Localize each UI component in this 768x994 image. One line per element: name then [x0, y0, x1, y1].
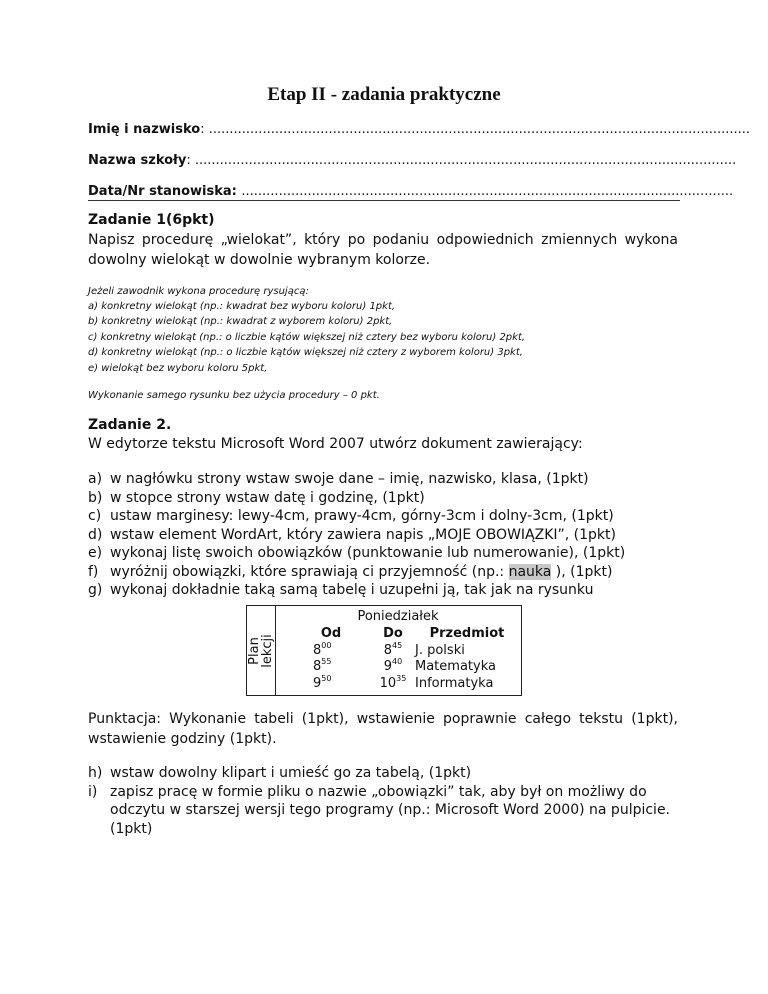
highlighted-word: nauka	[508, 563, 552, 580]
table-header-od: Od	[320, 626, 342, 641]
task2-heading: Zadanie 2.	[88, 417, 172, 433]
table-cell: $9^{40}$	[383, 657, 403, 674]
table-day-header: Poniedziałek	[357, 609, 439, 624]
task2-intro: W edytorze tekstu Microsoft Word 2007 utwórz dokument zawierający:	[88, 436, 583, 452]
table-cell: $10^{35}$	[379, 673, 407, 691]
list-item: b) w stopce strony wstaw datę i godzinę, (1pkt)	[88, 489, 425, 506]
table-col-do	[373, 626, 413, 692]
name-field-label: Imię i nazwisko	[88, 122, 201, 137]
name-field	[88, 122, 750, 137]
name-field-sep: :	[200, 122, 209, 137]
station-field-label: Data/Nr stanowiska:	[88, 184, 242, 199]
task1-scoring-b: b) konkretny wielokąt (np.: kwadrat z wyborem koloru) 2pkt,	[88, 316, 393, 327]
school-field-sep: :	[186, 153, 195, 168]
list-item: c) ustaw marginesy: lewy-4cm, prawy-4cm, górny-3cm i dolny-3cm, (1pkt)	[88, 508, 614, 524]
task1-note: Wykonanie samego rysunku bez użycia procedury – 0 pkt.	[88, 390, 380, 401]
document-title: Etap II - zadania praktyczne	[267, 84, 501, 105]
school-field-label: Nazwa szkoły	[88, 153, 187, 168]
table-col-przedmiot	[415, 626, 519, 692]
task1-scoring-intro: Jeżeli zawodnik wykona procedurę rysującą:	[88, 286, 309, 297]
table-side-label: Plan lekcji	[247, 633, 275, 668]
list-item: d) wstaw element WordArt, który zawiera napis „MOJE OBOWIĄZKI”, (1pkt)	[88, 526, 616, 543]
table-header-przedmiot: Przedmiot	[429, 626, 505, 641]
list-item: i) zapisz pracę w formie pliku o nazwie „obowiązki” tak, aby był on możliwy do odczytu w starszej wersji tego programy (np.: Microsoft Word 2000) na pulpicie. (1pkt)	[88, 783, 671, 837]
table-cell: $8^{45}$	[383, 640, 403, 658]
task1-scoring-a: a) konkretny wielokąt (np.: kwadrat bez wyboru koloru) 1pkt,	[88, 301, 396, 312]
list-item: g) wykonaj dokładnie taką samą tabelę i uzupełni ją, tak jak na rysunku	[88, 582, 594, 598]
task2-list	[88, 470, 625, 600]
table-cell: $8^{55}$	[313, 657, 332, 674]
table-cell: $9^{50}$	[313, 673, 332, 691]
task1-heading: Zadanie 1(6pkt)	[88, 212, 215, 228]
list-item: f) wyróżnij obowiązki, które sprawiają ci przyjemność (np.: nauka ), (1pkt)	[88, 563, 613, 580]
task1-scoring-d: d) konkretny wielokąt (np.: o liczbie kątów większej niż cztery z wyborem koloru) 3pkt,	[88, 347, 523, 358]
table-cell: J. polski	[415, 642, 465, 658]
list-item: h) wstaw dowolny klipart i umieść go za tabelą, (1pkt)	[88, 765, 472, 781]
name-field-dots: ...................................................................................................................................	[208, 122, 751, 137]
task1-scoring-c: c) konkretny wielokąt (np.: o liczbie kątów większej niż cztery bez wyboru koloru) 2pkt,	[88, 332, 526, 343]
station-field-dots: .......................................................................................................................	[241, 184, 734, 199]
list-item: a) w nagłówku strony wstaw swoje dane – imię, nazwisko, klasa, (1pkt)	[88, 471, 589, 487]
schedule-table	[246, 605, 522, 696]
task2-scoring: Punktacja: Wykonanie tabeli (1pkt), wstawienie poprawnie całego tekstu (1pkt), wstawienie godziny (1pkt).	[88, 711, 678, 747]
table-cell: Informatyka	[415, 675, 494, 691]
table-cell: Matematyka	[415, 659, 496, 674]
task1-scoring-e: e) wielokąt bez wyboru koloru 5pkt,	[88, 363, 268, 374]
school-field	[88, 153, 736, 168]
table-col-od	[313, 626, 349, 692]
table-cell: $8^{00}$	[313, 640, 332, 658]
task1-body: Napisz procedurę „wielokat”, który po podaniu odpowiednich zmiennych wykona dowolny wielokąt w dowolnie wybranym kolorze.	[88, 232, 678, 268]
list-item: e) wykonaj listę swoich obowiązków (punktowanie lub numerowanie), (1pkt)	[88, 545, 626, 561]
station-field	[88, 184, 733, 199]
table-side-label-cell	[247, 606, 276, 695]
table-header-do: Do	[383, 626, 403, 641]
header-divider	[88, 200, 680, 201]
school-field-dots: ...................................................................................................................................	[194, 153, 737, 168]
task2-list-continued	[88, 764, 680, 838]
